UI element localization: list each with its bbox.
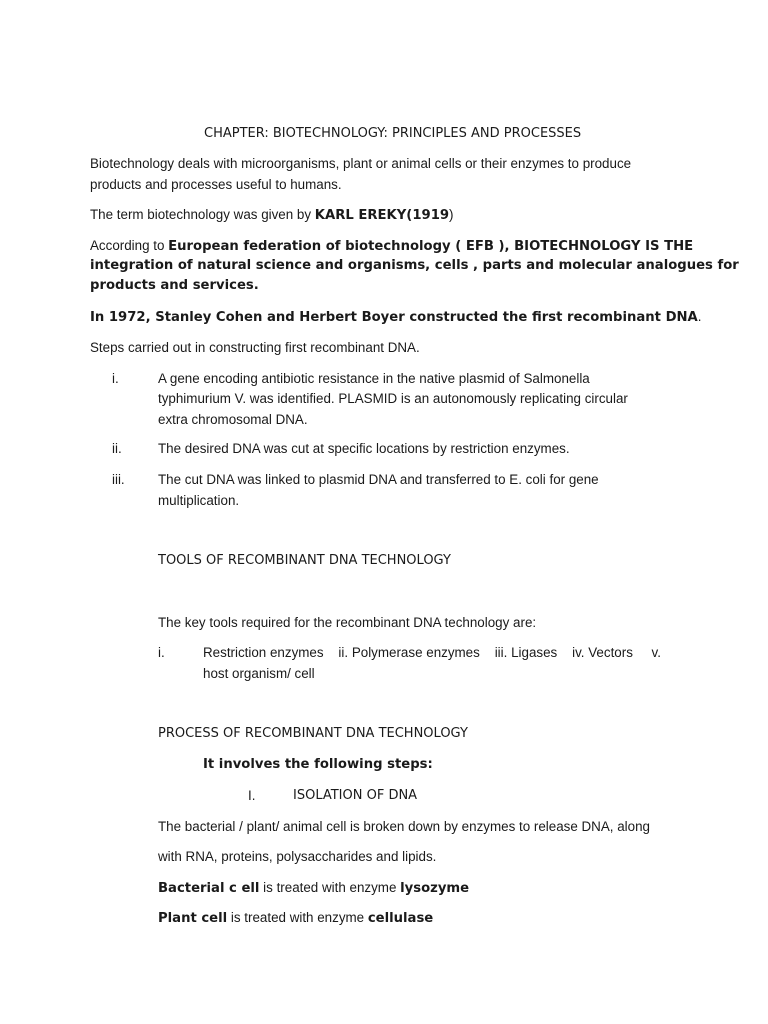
plant-enzyme: cellulase <box>367 911 434 926</box>
process-step-number: I. <box>248 788 256 803</box>
process-subheading: It involves the following steps: <box>203 757 433 772</box>
process-step-title: ISOLATION OF DNA <box>293 788 418 803</box>
cohen-paragraph <box>90 306 702 328</box>
efb-definition-start: European federation of biotechnology ( EFB ), BIOTECHNOLOGY IS THE <box>168 239 694 254</box>
bacterial-enzyme: lysozyme <box>400 881 470 896</box>
tools-list-line-2: host organism/ cell <box>203 666 315 681</box>
chapter-title: CHAPTER: BIOTECHNOLOGY: PRINCIPLES AND PROCESSES <box>204 126 582 141</box>
bacterial-cell-text: is treated with enzyme <box>259 880 401 895</box>
step-1-number: i. <box>112 371 119 386</box>
efb-prefix: According to <box>90 238 169 253</box>
step-2-number: ii. <box>112 441 122 456</box>
efb-line-3: products and services. <box>90 278 259 293</box>
step-1-line-3: extra chromosomal DNA. <box>158 412 308 427</box>
step-3-line-1: The cut DNA was linked to plasmid DNA and transferred to E. coli for gene <box>158 472 599 487</box>
step-2-line-1: The desired DNA was cut at specific locations by restriction enzymes. <box>158 441 570 456</box>
cohen-text: In 1972, Stanley Cohen and Herbert Boyer constructed the first recombinant DNA <box>90 310 698 325</box>
intro-line-2: products and processes useful to humans. <box>90 177 342 192</box>
intro-line-1: Biotechnology deals with microorganisms, plant or animal cells or their enzymes to produce <box>90 156 632 171</box>
cohen-suffix: . <box>697 309 702 324</box>
plant-cell-label: Plant cell <box>158 911 228 926</box>
step-1-line-2: typhimurium V. was identified. PLASMID is an autonomously replicating circular <box>158 391 628 406</box>
plant-cell-line <box>158 907 433 929</box>
efb-line-2: integration of natural science and organisms, cells , parts and molecular analogues for <box>90 258 739 273</box>
efb-line-1 <box>90 235 693 257</box>
tools-intro: The key tools required for the recombinant DNA technology are: <box>158 615 537 630</box>
tools-heading: TOOLS OF RECOMBINANT DNA TECHNOLOGY <box>158 553 451 568</box>
step-3-line-2: multiplication. <box>158 493 240 508</box>
step-1-line-1: A gene encoding antibiotic resistance in the native plasmid of Salmonella <box>158 371 590 386</box>
plant-cell-text: is treated with enzyme <box>227 910 368 925</box>
term-paragraph <box>90 204 454 226</box>
tools-item-number: i. <box>158 645 165 660</box>
bacterial-cell-label: Bacterial c ell <box>158 881 260 896</box>
steps-intro: Steps carried out in constructing first recombinant DNA. <box>90 340 420 355</box>
term-suffix: ) <box>449 207 454 222</box>
step-3-number: iii. <box>112 472 125 487</box>
process-para-line-1: The bacterial / plant/ animal cell is broken down by enzymes to release DNA, along <box>158 819 650 834</box>
process-para-line-2: with RNA, proteins, polysaccharides and lipids. <box>158 849 437 864</box>
term-name: KARL EREKY(1919 <box>314 208 450 223</box>
process-heading: PROCESS OF RECOMBINANT DNA TECHNOLOGY <box>158 726 468 741</box>
bacterial-cell-line <box>158 877 469 899</box>
term-prefix: The term biotechnology was given by <box>90 207 315 222</box>
tools-list-line-1: Restriction enzymes ii. Polymerase enzymes iii. Ligases iv. Vectors v. <box>203 645 661 660</box>
